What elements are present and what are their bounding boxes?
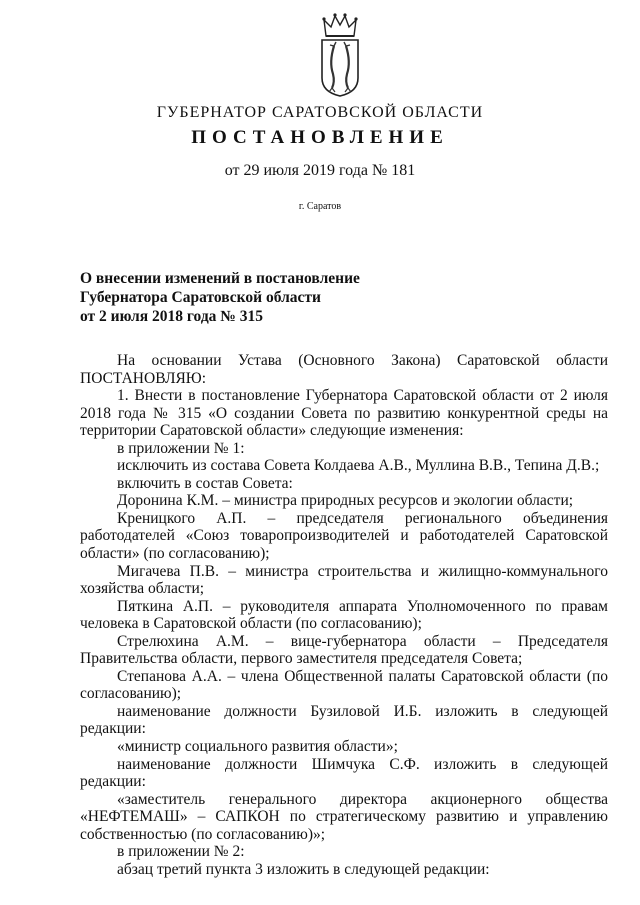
body-paragraph: Мигачева П.В. – министра строительства и жилищно-коммунального хозяйства области;	[80, 562, 608, 598]
body-paragraph: Степанова А.А. – члена Общественной палаты Саратовской области (по согласованию);	[80, 667, 608, 703]
subject-line: от 2 июля 2018 года № 315	[80, 308, 264, 325]
body-paragraph: абзац третий пункта 3 изложить в следующей редакции:	[117, 860, 490, 878]
coat-of-arms-icon	[316, 12, 364, 98]
document-city: г. Саратов	[298, 201, 342, 212]
body-paragraph: «заместитель генерального директора акционерного общества «НЕФТЕМАШ» – САПКОН по стратегическому развитию и управлению собственностью (по согласованию)»;	[80, 790, 608, 843]
body-paragraph: На основании Устава (Основного Закона) Саратовской области ПОСТАНОВЛЯЮ:	[80, 352, 608, 387]
body-paragraph: 1. Внести в постановление Губернатора Саратовской области от 2 июля 2018 года № 315 «О создании Совета по развитию конкурентной среды на территории Саратовской области» следующие изменения:	[80, 387, 608, 440]
body-paragraph: Креницкого А.П. – председателя регионального объединения работодателей «Союз товаропроизводителей и работодателей Саратовской области» (по согласованию);	[80, 509, 608, 563]
issuing-authority: ГУБЕРНАТОР САРАТОВСКОЙ ОБЛАСТИ	[156, 104, 484, 121]
body-paragraph: наименование должности Шимчука С.Ф. изложить в следующей редакции:	[80, 755, 608, 791]
body-paragraph: «министр социального развития области»;	[117, 738, 398, 756]
document-body	[80, 352, 608, 878]
body-paragraph: Стрелюхина А.М. – вице-губернатора области – Председателя Правительства области, первого заместителя председателя Совета;	[80, 632, 608, 668]
document-type: ПОСТАНОВЛЕНИЕ	[191, 127, 449, 148]
body-paragraph: включить в состав Совета:	[117, 474, 293, 492]
document-subject	[80, 269, 360, 326]
body-paragraph: Доронина К.М. – министра природных ресурсов и экологии области;	[117, 492, 574, 510]
subject-line: Губернатора Саратовской области	[80, 289, 321, 306]
body-paragraph: Пяткина А.П. – руководителя аппарата Уполномоченного по правам человека в Саратовской области (по согласованию);	[80, 597, 608, 633]
body-paragraph: в приложении № 2:	[117, 843, 245, 861]
body-paragraph: исключить из состава Совета Колдаева А.В., Муллина В.В., Тепина Д.В.;	[117, 457, 600, 475]
body-paragraph: в приложении № 1:	[117, 439, 245, 457]
body-paragraph: наименование должности Бузиловой И.Б. изложить в следующей редакции:	[80, 702, 608, 738]
document-date-number: от 29 июля 2019 года № 181	[224, 162, 416, 179]
subject-line: О внесении изменений в постановление	[80, 270, 360, 287]
